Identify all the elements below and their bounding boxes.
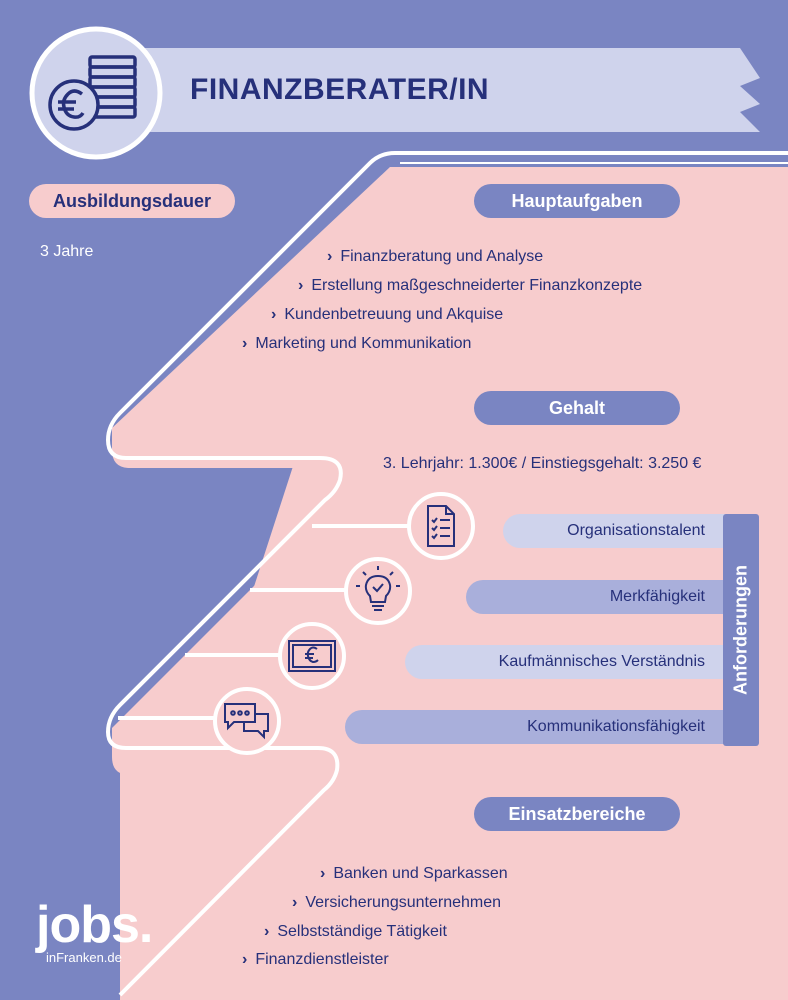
logo-subtitle: inFranken.de: [46, 950, 122, 965]
salary-heading: Gehalt: [474, 391, 680, 425]
requirement-item: Kaufmännisches Verständnis: [405, 645, 725, 679]
euro-note-icon: [277, 621, 347, 691]
field-item: › Banken und Sparkassen: [320, 865, 508, 882]
lightbulb-icon: [343, 556, 413, 626]
checklist-icon: [406, 491, 476, 561]
task-item: › Erstellung maßgeschneiderter Finanzkonzepte: [298, 277, 643, 294]
logo-jobs: jobs.: [36, 896, 153, 954]
field-item: › Finanzdienstleister: [242, 951, 389, 968]
page-title: FINANZBERATER/IN: [190, 73, 490, 106]
fields-heading: Einsatzbereiche: [474, 797, 680, 831]
field-item: › Versicherungsunternehmen: [292, 894, 502, 911]
requirement-item: Organisationstalent: [503, 514, 725, 548]
requirement-item: Kommunikationsfähigkeit: [345, 710, 725, 744]
duration-value: 3 Jahre: [40, 243, 94, 260]
task-item: › Marketing und Kommunikation: [242, 335, 472, 352]
requirements-heading: Anforderungen: [730, 565, 751, 695]
chat-bubbles-icon: [212, 686, 282, 756]
tasks-heading: Hauptaufgaben: [474, 184, 680, 218]
salary-value: 3. Lehrjahr: 1.300€ / Einstiegsgehalt: 3.250 €: [383, 455, 702, 472]
task-item: › Finanzberatung und Analyse: [327, 248, 544, 265]
task-item: › Kundenbetreuung und Akquise: [271, 306, 504, 323]
duration-heading: Ausbildungsdauer: [29, 184, 235, 218]
requirement-item: Merkfähigkeit: [466, 580, 725, 614]
euro-coins-icon: [44, 52, 144, 132]
field-item: › Selbstständige Tätigkeit: [264, 923, 447, 940]
